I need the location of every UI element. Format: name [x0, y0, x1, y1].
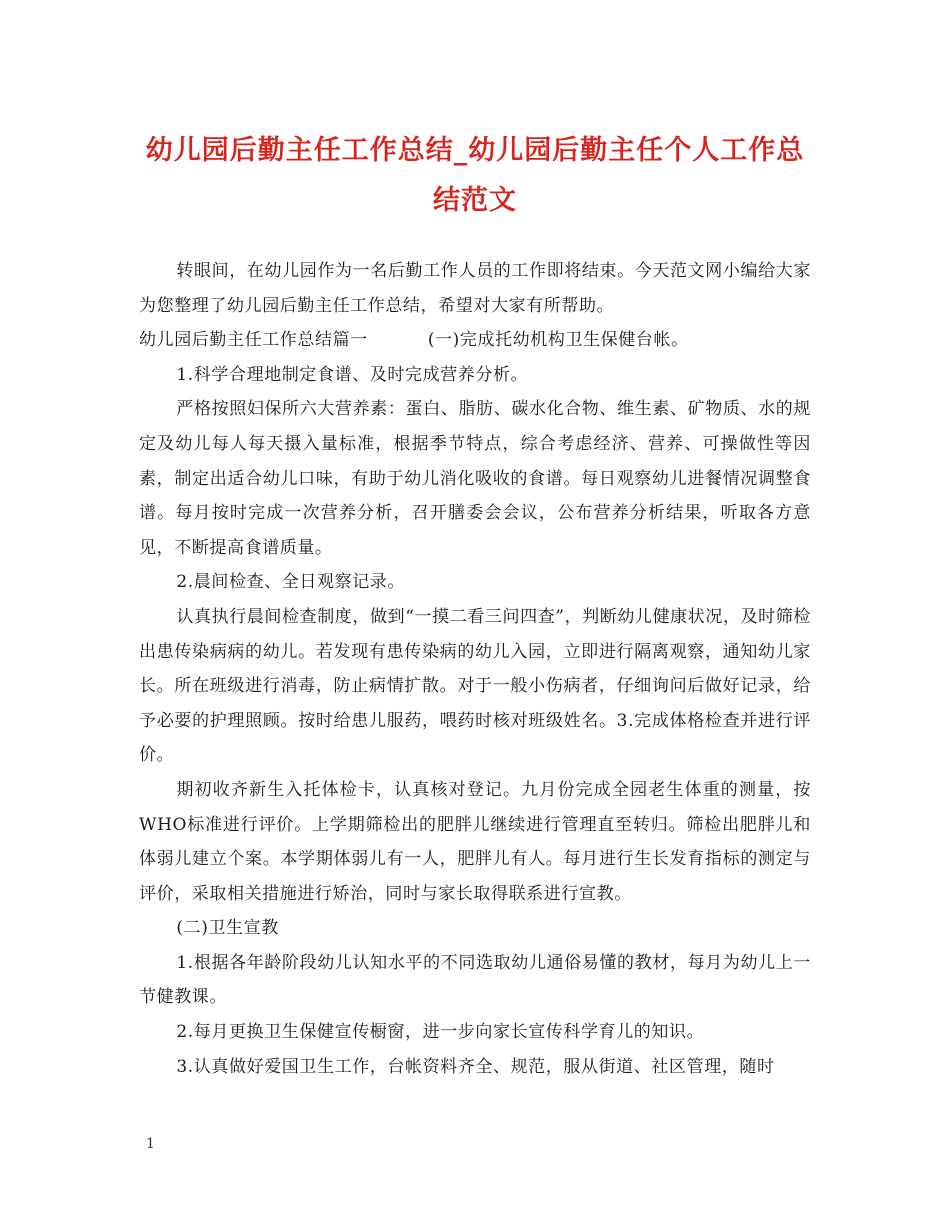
paragraph-health-education-heading: (二)卫生宣教	[176, 918, 279, 939]
paragraph-education-3: 3.认真做好爱国卫生工作，台帐资料齐全、规范，服从街道、社区管理，随时	[176, 1056, 775, 1077]
document-title	[140, 126, 810, 226]
paragraph-physical-exam: 期初收齐新生入托体检卡，认真核对登记。九月份完成全园老生体重的测量，按WHO标准进行评价。上学期筛检出的肥胖儿继续进行管理直至转归。筛检出肥胖儿和体弱儿建立个案。本学期体弱儿有一人，肥胖儿有人。每月进行生长发育指标的测定与评价，采取相关措施进行矫治，同时与家长取得联系进行宣教。	[139, 779, 811, 904]
paragraph-section-heading	[139, 323, 811, 358]
title-line-1: 幼儿园后勤主任工作总结_幼儿园后勤主任个人工作总	[145, 135, 805, 166]
section-heading-label: 幼儿园后勤主任工作总结篇一	[139, 330, 368, 351]
paragraph-intro: 转眼间，在幼儿园作为一名后勤工作人员的工作即将结束。今天范文网小编给大家为您整理了幼儿园后勤主任工作总结，希望对大家有所帮助。	[139, 261, 811, 316]
paragraph-morning-check: 认真执行晨间检查制度，做到“一摸二看三问四查”，判断幼儿健康状况，及时筛检出患传染病病的幼儿。若发现有患传染病的幼儿入园，立即进行隔离观察，通知幼儿家长。所在班级进行消毒，防止病情扩散。对于一般小伤病者，仔细询问后做好记录，给予必要的护理照顾。按时给患儿服药，喂药时核对班级姓名。3.完成体格检查并进行评价。	[139, 606, 811, 766]
paragraph-item-1: 1.科学合理地制定食谱、及时完成营养分析。	[176, 364, 529, 385]
paragraph-education-1: 1.根据各年龄阶段幼儿认知水平的不同选取幼儿通俗易懂的教材，每月为幼儿上一节健教课。	[139, 952, 811, 1008]
section-subheading: (一)完成托幼机构卫生保健台帐。	[427, 330, 689, 351]
document-body	[139, 254, 811, 1084]
paragraph-nutrition: 严格按照妇保所六大营养素：蛋白、脂肪、碳水化合物、维生素、矿物质、水的规定及幼儿每人每天摄入量标准，根据季节特点，综合考虑经济、营养、可操做性等因素，制定出适合幼儿口味，有助于幼儿消化吸收的食谱。每日观察幼儿进餐情况调整食谱。每月按时完成一次营养分析，召开膳委会会议，公布营养分析结果，听取各方意见，不断提高食谱质量。	[139, 399, 811, 558]
page-number: 1	[146, 1136, 155, 1152]
paragraph-item-2: 2.晨间检查、全日观察记录。	[176, 572, 406, 593]
title-line-2: 结范文	[433, 185, 517, 216]
paragraph-education-2: 2.每月更换卫生保健宣传橱窗，进一步向家长宣传科学育儿的知识。	[176, 1022, 705, 1043]
